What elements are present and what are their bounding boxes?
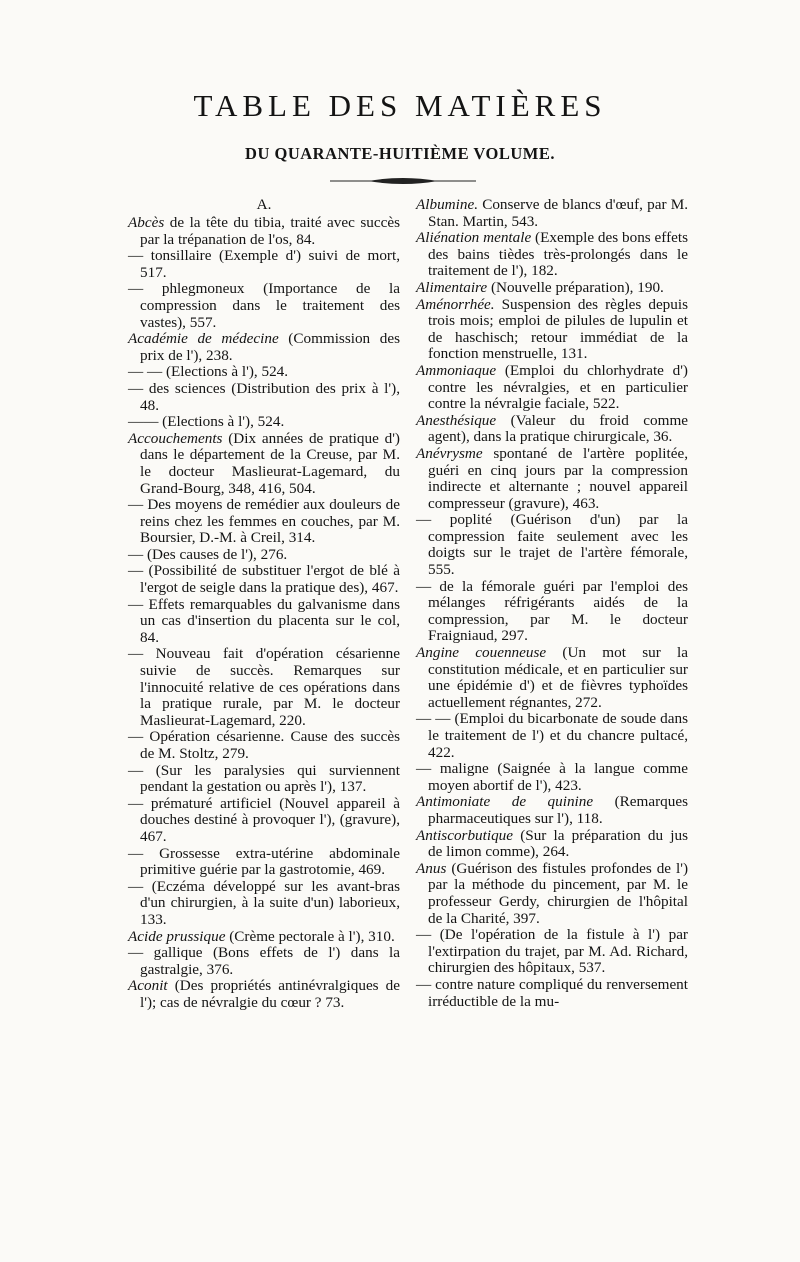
- entry-heading: Anévrysme: [416, 444, 483, 462]
- entry-text: Suspension des règles depuis trois mois; emploi de pilules de lupulin et de haschisch; retour immédiat de la fonction menstruelle, 131.: [428, 295, 688, 363]
- entry-heading: Alimentaire: [416, 278, 488, 296]
- entry-text: de la tête du tibia, traité avec succès par la trépanation de l'os, 84.: [140, 214, 400, 248]
- entry-text: — phlegmoneux (Importance de la compression dans le traitement des vastes), 557.: [128, 280, 400, 331]
- entry-text: — poplité (Guérison d'un) par la compression faite seulement avec les doigts sur le trajet de l'artère fémorale, 555.: [416, 511, 688, 579]
- left-column: [128, 197, 400, 1012]
- entry-text: —— (Elections à l'), 524.: [128, 413, 285, 431]
- entry-text: — — (Emploi du bicarbonate de soude dans le traitement de l') et du chancre pultacé, 422.: [416, 710, 688, 761]
- entry-heading: Antiscorbutique: [416, 826, 514, 844]
- entry-text: — des sciences (Distribution des prix à l'), 48.: [128, 379, 400, 414]
- index-entry: [416, 761, 688, 794]
- entry-heading: Accouchements: [128, 429, 223, 447]
- entry-heading: Albumine.: [416, 196, 479, 213]
- entry-text: (Remarques pharmaceutiques sur l'), 118.: [428, 793, 688, 827]
- entry-text: — tonsillaire (Exemple d') suivi de mort, 517.: [128, 247, 400, 281]
- entry-text: (Crème pectorale à l'), 310.: [225, 927, 395, 945]
- index-entry: [416, 446, 688, 512]
- entry-heading: Ammoniaque: [416, 361, 497, 379]
- entry-text: (Valeur du froid comme agent), dans la pratique chirurgicale, 36.: [428, 411, 688, 446]
- entry-heading: Angine couenneuse: [416, 644, 547, 662]
- index-entry: [416, 512, 688, 578]
- entry-heading: Abcès: [128, 214, 165, 231]
- entry-text: — maligne (Saignée à la langue comme moyen abortif de l'), 423.: [416, 760, 688, 794]
- entry-text: — Des moyens de remédier aux douleurs de reins chez les femmes en couches, par M. Boursier, D.-M. à Creil, 314.: [128, 496, 400, 547]
- index-entry: [416, 828, 688, 861]
- entry-text: — Grossesse extra-utérine abdominale primitive guérie par la gastrotomie, 469.: [128, 844, 400, 879]
- entry-text: — (Sur les paralysies qui surviennent pendant la gestation ou après l'), 137.: [128, 761, 400, 796]
- entry-text: — contre nature compliqué du renversement irréductible de la mu-: [416, 975, 688, 1010]
- entry-text: (Commission des prix de l'), 238.: [140, 330, 400, 364]
- entry-heading: Aliénation mentale: [416, 229, 532, 247]
- index-entry: [128, 846, 400, 879]
- index-entry: [128, 978, 400, 1011]
- page-title: TABLE DES MATIÈRES: [193, 88, 607, 123]
- entry-text: Conserve de blancs d'œuf, par M. Stan. Martin, 543.: [428, 196, 688, 230]
- index-entry: [128, 381, 400, 414]
- entry-text: — (De l'opération de la fistule à l') par l'extirpation du trajet, par M. Ad. Richard, chirurgien des hôpitaux, 537.: [416, 926, 688, 977]
- entry-text: (Nouvelle préparation), 190.: [487, 278, 664, 296]
- section-letter: A.: [256, 196, 272, 213]
- index-entry: [416, 861, 688, 927]
- entry-text: — Opération césarienne. Cause des succès de M. Stoltz, 279.: [128, 728, 400, 762]
- index-entry: [128, 215, 400, 248]
- index-entry: [128, 431, 400, 497]
- entry-text: — (Possibilité de substituer l'ergot de blé à l'ergot de seigle dans la pratique des), 467.: [128, 562, 400, 597]
- index-entry: [416, 645, 688, 711]
- entry-text: spontané de l'artère poplitée, guéri en cinq jours par la compression indirecte et alternante ; nouvel appareil compresseur (gravure), 463.: [428, 444, 688, 512]
- entry-text: (Un mot sur la constitution médicale, et en particulier sur une épidémie d') et de fièvres typhoïdes actuellement régnantes, 272.: [428, 644, 688, 711]
- entry-text: (Des propriétés antinévralgiques de l'); cas de névralgie du cœur ? 73.: [140, 977, 400, 1011]
- index-entry: [416, 977, 688, 1010]
- index-entry: [128, 547, 400, 564]
- index-entry: [128, 796, 400, 846]
- entry-text: (Dix années de pratique d') dans le département de la Creuse, par M. le docteur Maslieurat-Lagemard, du Grand-Bourg, 348, 416, 504.: [140, 429, 400, 497]
- entry-heading: Antimoniate de quinine: [416, 793, 594, 811]
- entry-heading: Aconit: [128, 977, 168, 995]
- entry-text: — gallique (Bons effets de l') dans la gastralgie, 376.: [128, 944, 400, 978]
- entry-text: — (Des causes de l'), 276.: [128, 545, 288, 563]
- right-column: [416, 197, 688, 1010]
- entry-heading: Académie de médecine: [128, 330, 279, 348]
- index-entry: [128, 729, 400, 762]
- entry-text: (Guérison des fistules profondes de l') par la méthode du pincement, par M. le professeur Gerdy, chirurgien de l'hôpital de la Charité, 397.: [428, 859, 688, 927]
- index-entry: [416, 280, 688, 297]
- index-entry: [416, 297, 688, 363]
- left-entry-list: [128, 215, 400, 1012]
- entry-text: — Nouveau fait d'opération césarienne suivie de succès. Remarques sur l'innocuité relative de ces opérations dans la pratique rurale, par M. le docteur Maslieurat-Lagemard, 220.: [128, 645, 400, 729]
- entry-heading: Anesthésique: [416, 411, 497, 429]
- index-entry: [128, 331, 400, 364]
- page-subtitle: DU QUARANTE-HUITIÈME VOLUME.: [245, 144, 555, 163]
- index-entry: [128, 364, 400, 381]
- index-entry: [128, 763, 400, 796]
- entry-text: — Effets remarquables du galvanisme dans un cas d'insertion du placenta sur le col, 84.: [128, 595, 400, 646]
- index-entry: [416, 363, 688, 413]
- entry-text: — prématuré artificiel (Nouvel appareil à douches destiné à provoquer l'), (gravure), 467.: [128, 794, 400, 845]
- index-entry: [128, 597, 400, 647]
- entry-text: (Exemple des bons effets des bains tièdes très-prolongés dans le traitement de l'), 182.: [428, 229, 688, 280]
- index-entry: [128, 929, 400, 946]
- index-entry: [128, 646, 400, 729]
- index-entry: [416, 579, 688, 645]
- index-entry: [416, 927, 688, 977]
- entry-text: (Emploi du chlorhydrate d') contre les névralgies, et en particulier contre la névralgie faciale, 522.: [428, 361, 688, 413]
- entry-text: — — (Elections à l'), 524.: [128, 363, 289, 381]
- entry-text: (Sur la préparation du jus de limon comme), 264.: [428, 826, 688, 861]
- index-entry: [416, 711, 688, 761]
- entry-heading: Anus: [416, 859, 447, 877]
- index-entry: [128, 945, 400, 978]
- ornament-divider-icon: [328, 176, 478, 186]
- index-entry: [128, 563, 400, 596]
- entry-text: — (Eczéma développé sur les avant-bras d'un chirurgien, à la suite d'un) laborieux, 133.: [128, 877, 400, 928]
- index-entry: [416, 197, 688, 230]
- index-entry: [416, 230, 688, 280]
- index-entry: [416, 413, 688, 446]
- index-entry: [128, 497, 400, 547]
- index-entry: [128, 879, 400, 929]
- entry-heading: Acide prussique: [128, 927, 226, 945]
- index-entry: [128, 414, 400, 431]
- entry-heading: Aménorrhée.: [416, 295, 495, 313]
- right-entry-list: [416, 197, 688, 1010]
- entry-text: — de la fémorale guéri par l'emploi des mélanges réfrigérants aidés de la compression, par M. le docteur Fraigniaud, 297.: [416, 577, 688, 645]
- index-entry: [416, 794, 688, 827]
- index-entry: [128, 281, 400, 331]
- index-entry: [128, 248, 400, 281]
